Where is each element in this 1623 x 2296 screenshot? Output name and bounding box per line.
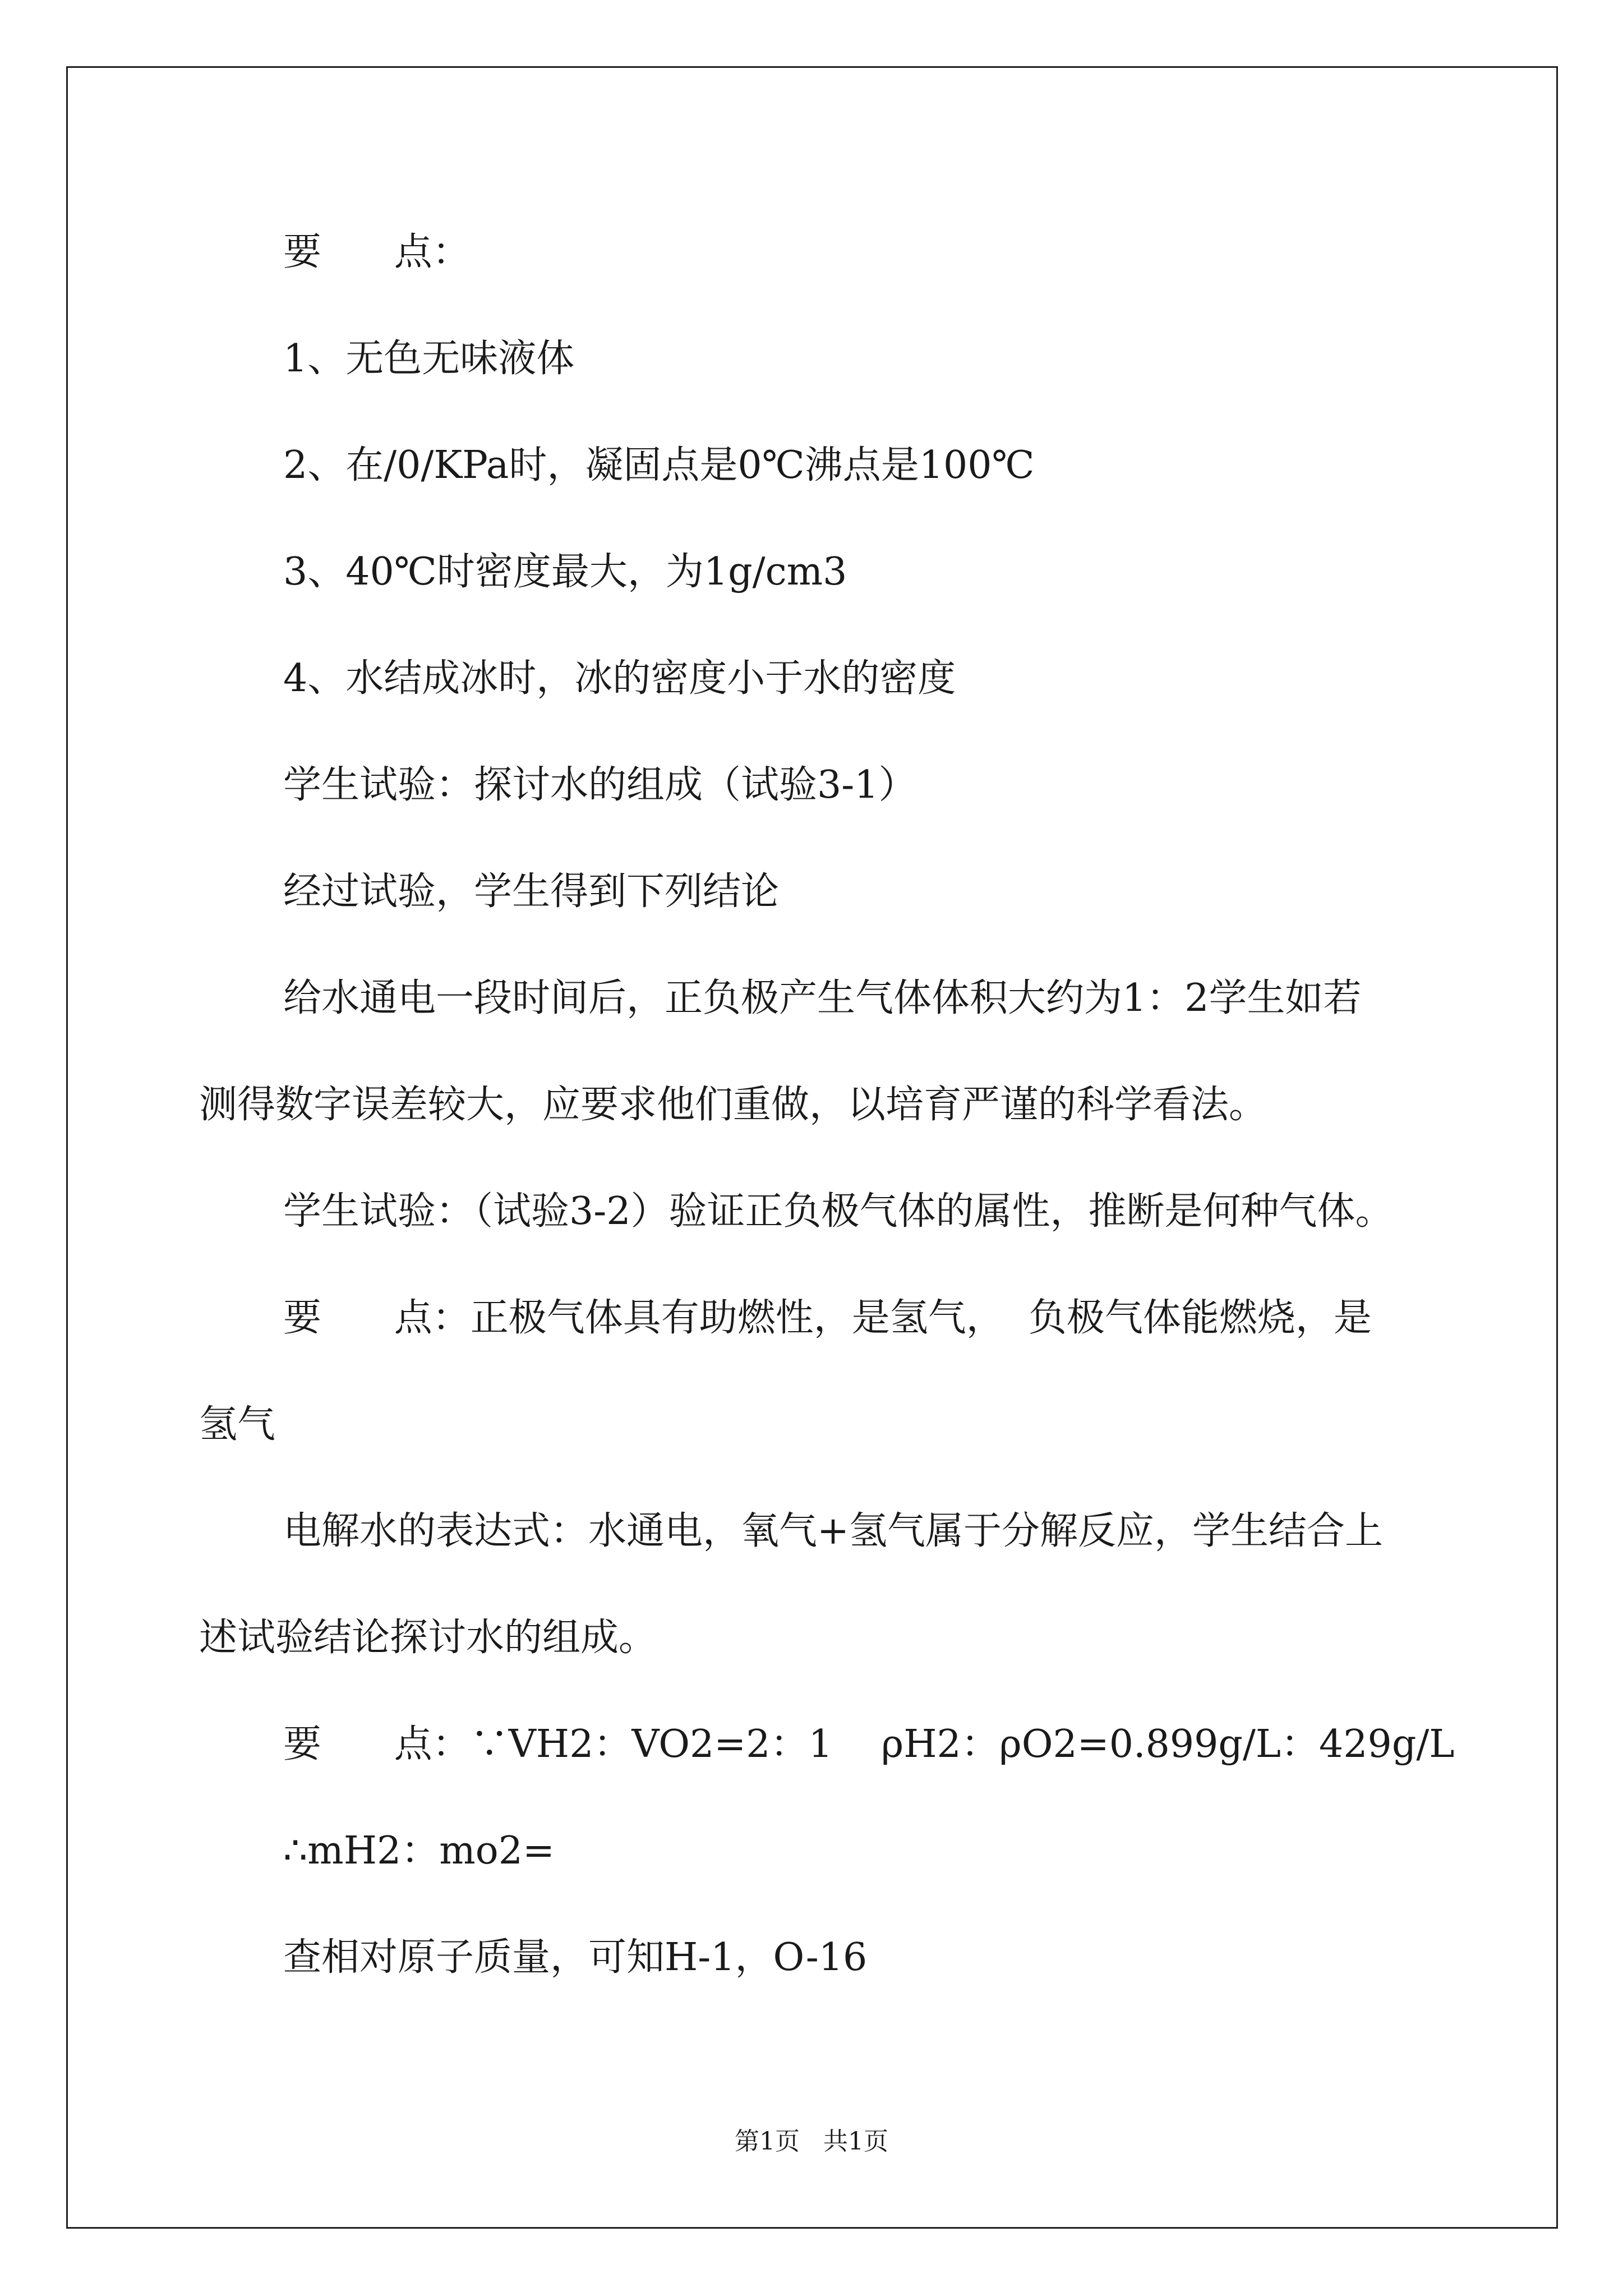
text-line: 要 点：正极气体具有助燃性，是氢气， 负极气体能燃烧，是 <box>283 1296 1372 1340</box>
text-line: 要 点：∵VH2：VO2=2：1 ρH2：ρO2=0.899g/L：429g/L <box>283 1722 1455 1766</box>
text-line: 测得数字误差较大，应要求他们重做，以培育严谨的科学看法。 <box>199 1083 1267 1127</box>
text-line: 经过试验，学生得到下列结论 <box>283 869 780 914</box>
page-border <box>66 66 1558 2229</box>
text-line: 2、在/0/KPa时，凝固点是0℃沸点是100℃ <box>283 443 1035 487</box>
text-line: 1、无色无味液体 <box>283 337 575 381</box>
text-line: 电解水的表达式：水通电，氧气+氢气属于分解反应，学生结合上 <box>283 1509 1383 1553</box>
text-line: 给水通电一段时间后，正负极产生气体体积大约为1：2学生如若 <box>283 976 1362 1020</box>
text-line: ∴mH2：mo2= <box>283 1829 555 1873</box>
text-line: 学生试验：（试验3-2）验证正负极气体的属性，推断是何种气体。 <box>283 1189 1394 1234</box>
text-line: 3、40℃时密度最大，为1g/cm3 <box>283 550 847 594</box>
page-number-footer: 第1页 共1页 <box>735 2127 888 2156</box>
text-line: 要 点： <box>283 230 471 274</box>
text-line: 氢气 <box>199 1402 276 1447</box>
text-line: 学生试验：探讨水的组成（试验3-1） <box>283 763 917 807</box>
text-line: 述试验结论探讨水的组成。 <box>199 1616 657 1660</box>
text-line: 4、水结成冰时，冰的密度小于水的密度 <box>283 656 956 701</box>
text-line: 查相对原子质量，可知H-1，O-16 <box>283 1935 868 1980</box>
